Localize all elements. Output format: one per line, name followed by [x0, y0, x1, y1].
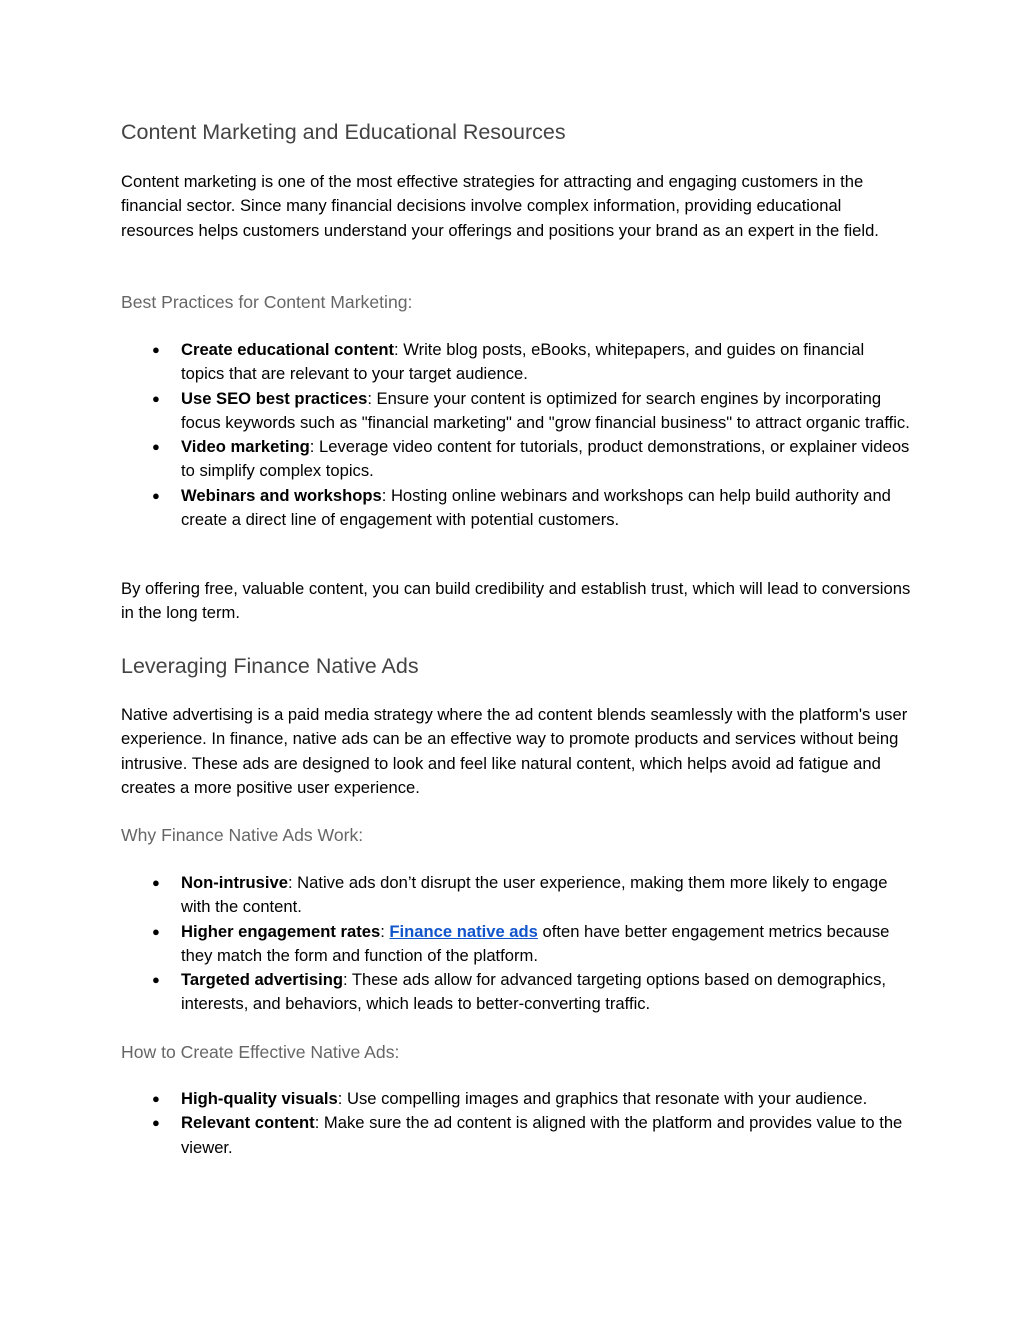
list-item	[121, 387, 911, 436]
bullet-icon: ●	[152, 972, 160, 988]
section-heading-native-ads: Leveraging Finance Native Ads	[121, 654, 419, 678]
finance-native-ads-link[interactable]: Finance native ads	[389, 921, 538, 941]
list-item-text: : Hosting online webinars and workshops can help build authority and create a direct line of engagement with potential customers.	[181, 485, 891, 530]
subheading-best-practices: Best Practices for Content Marketing:	[121, 292, 413, 312]
list-item-term: Relevant content	[181, 1113, 315, 1133]
list-item-term: Video marketing	[181, 437, 310, 457]
bullet-icon: ●	[152, 1091, 160, 1106]
section-heading-content-marketing: Content Marketing and Educational Resources	[121, 120, 566, 144]
list-item-text: : Use compelling images and graphics that resonate with your audience.	[337, 1089, 868, 1108]
subheading-why-native-ads-work: Why Finance Native Ads Work:	[121, 825, 364, 845]
list-item-text: : Make sure the ad content is aligned with the platform and provides value to the viewer.	[181, 1113, 903, 1157]
list-item-text: : Ensure your content is optimized for search engines by incorporating focus keywords such as "financial marketing" and "grow financial business" to attract organic traffic.	[181, 388, 910, 432]
list-item-term: Higher engagement rates	[181, 921, 381, 941]
list-item	[121, 338, 911, 387]
list-item	[121, 1111, 911, 1160]
paragraph-content-marketing-closing: By offering free, valuable content, you can build credibility and establish trust, which will lead to conversions in the long term.	[121, 579, 911, 623]
paragraph-content-marketing-intro: Content marketing is one of the most effective strategies for attracting and engaging customers in the financial sector. Since many financial decisions involve complex information, providing educational resources helps customers understand your offerings and positions your brand as an expert in the field.	[121, 172, 879, 240]
paragraph-native-ads-intro: Native advertising is a paid media strategy where the ad content blends seamlessly with the platform's user experience. In finance, native ads can be an effective way to promote products and services without being intrusive. These ads are designed to look and feel like natural content, which helps avoid ad fatigue and creates a more positive user experience.	[121, 705, 908, 797]
bullet-icon: ●	[152, 875, 160, 890]
bullet-icon: ●	[152, 390, 160, 406]
bullet-icon: ●	[152, 487, 160, 503]
bullet-icon: ●	[152, 439, 160, 455]
list-item-term: Use SEO best practices	[181, 388, 368, 408]
list-item-term: Create educational content	[181, 340, 394, 359]
list-item-text: : Native ads don’t disrupt the user experience, making them more likely to engage with the content.	[181, 873, 888, 917]
list-item-term: Webinars and workshops	[181, 485, 382, 505]
list-item	[121, 920, 911, 969]
subheading-how-to-create-native-ads: How to Create Effective Native Ads:	[121, 1042, 400, 1062]
list-item-text: : These ads allow for advanced targeting options based on demographics, interests, and behaviors, which leads to better-converting traffic.	[181, 970, 887, 1014]
list-item-separator: :	[380, 921, 390, 941]
list-best-practices	[121, 338, 911, 532]
list-item-text: : Write blog posts, eBooks, whitepapers, and guides on financial topics that are relevant to your target audience.	[181, 340, 865, 384]
list-item	[121, 968, 911, 1017]
list-item-term: High-quality visuals	[181, 1089, 338, 1108]
list-item	[121, 484, 911, 533]
bullet-icon: ●	[152, 342, 160, 357]
list-item	[121, 871, 911, 920]
list-item-text: : Leverage video content for tutorials, product demonstrations, or explainer videos to simplify complex topics.	[181, 437, 910, 481]
list-why-native-ads-work	[121, 871, 911, 1017]
list-item-text: often have better engagement metrics because they match the form and function of the platform.	[181, 921, 890, 965]
list-how-to-create-native-ads	[121, 1087, 911, 1160]
list-item	[121, 1087, 911, 1111]
list-item-term: Targeted advertising	[181, 970, 343, 990]
bullet-icon: ●	[152, 923, 160, 939]
list-item-term: Non-intrusive	[181, 873, 288, 892]
list-item	[121, 435, 911, 484]
bullet-icon: ●	[152, 1115, 160, 1131]
